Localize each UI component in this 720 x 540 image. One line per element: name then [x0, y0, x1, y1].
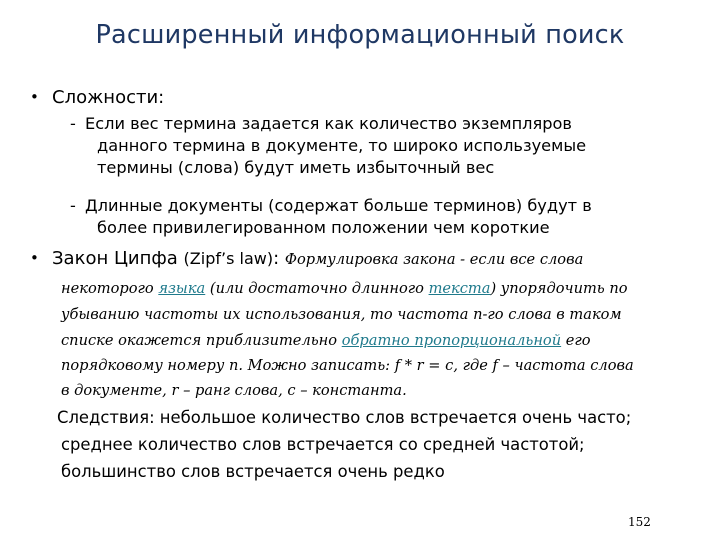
- bullet-difficulties: [30, 85, 164, 110]
- zipf-text-line: убыванию частоты их использования, то частота n-го слова в таком: [61, 306, 622, 323]
- consequences-line: среднее количество слов встречается со средней частотой;: [61, 435, 585, 454]
- zipf-text: (или достаточно длинного: [205, 280, 429, 297]
- sub-item-line: данного термина в документе, то широко используемые: [97, 136, 587, 155]
- consequences-line: Следствия: небольшое количество слов встречается очень часто;: [57, 408, 632, 427]
- slide-title: Расширенный информационный поиск: [95, 20, 625, 50]
- zipf-text-line: [61, 331, 591, 351]
- zipf-text: некоторого: [61, 280, 159, 297]
- bullet-zipf: [30, 246, 583, 272]
- zipf-colon: :: [273, 248, 280, 269]
- sub-item-long-documents: [70, 195, 645, 239]
- zipf-text: его: [561, 332, 591, 349]
- sub-item-frequency-weight: [70, 113, 645, 179]
- sub-item-line: более привилегированном положении чем короткие: [97, 218, 550, 237]
- zipf-text-line: в документе, r – ранг слова, c – константа.: [61, 382, 407, 399]
- sub-item-line: термины (слова) будут иметь избыточный вес: [97, 158, 495, 177]
- zipf-text: списке окажется приблизительно: [61, 332, 342, 349]
- link-language[interactable]: языка: [158, 280, 206, 297]
- sub-item-line: Длинные документы (содержат больше терминов) будут в: [85, 196, 592, 215]
- bullet-marker: •: [30, 249, 39, 267]
- dash-marker: -: [70, 114, 76, 133]
- dash-marker: -: [70, 196, 76, 215]
- sub-item-line: Если вес термина задается как количество экземпляров: [85, 114, 572, 133]
- zipf-formulation-lead: Формулировка закона - если все слова: [284, 251, 584, 268]
- link-inversely-proportional[interactable]: обратно пропорциональной: [341, 332, 562, 349]
- page-number: 152: [628, 515, 651, 529]
- zipf-text-line: [61, 279, 628, 299]
- zipf-label: Закон Ципфа: [52, 248, 178, 269]
- difficulties-label: Сложности:: [52, 87, 165, 108]
- bullet-marker: •: [30, 88, 39, 106]
- zipf-english-name: (Zipf’s law): [183, 249, 274, 268]
- link-text[interactable]: текста: [428, 280, 491, 297]
- zipf-text-line: порядковому номеру n. Можно записать: f * r = c, где f – частота слова: [61, 357, 634, 374]
- consequences-line: большинство слов встречается очень редко: [61, 462, 445, 481]
- zipf-text: ) упорядочить по: [490, 280, 628, 297]
